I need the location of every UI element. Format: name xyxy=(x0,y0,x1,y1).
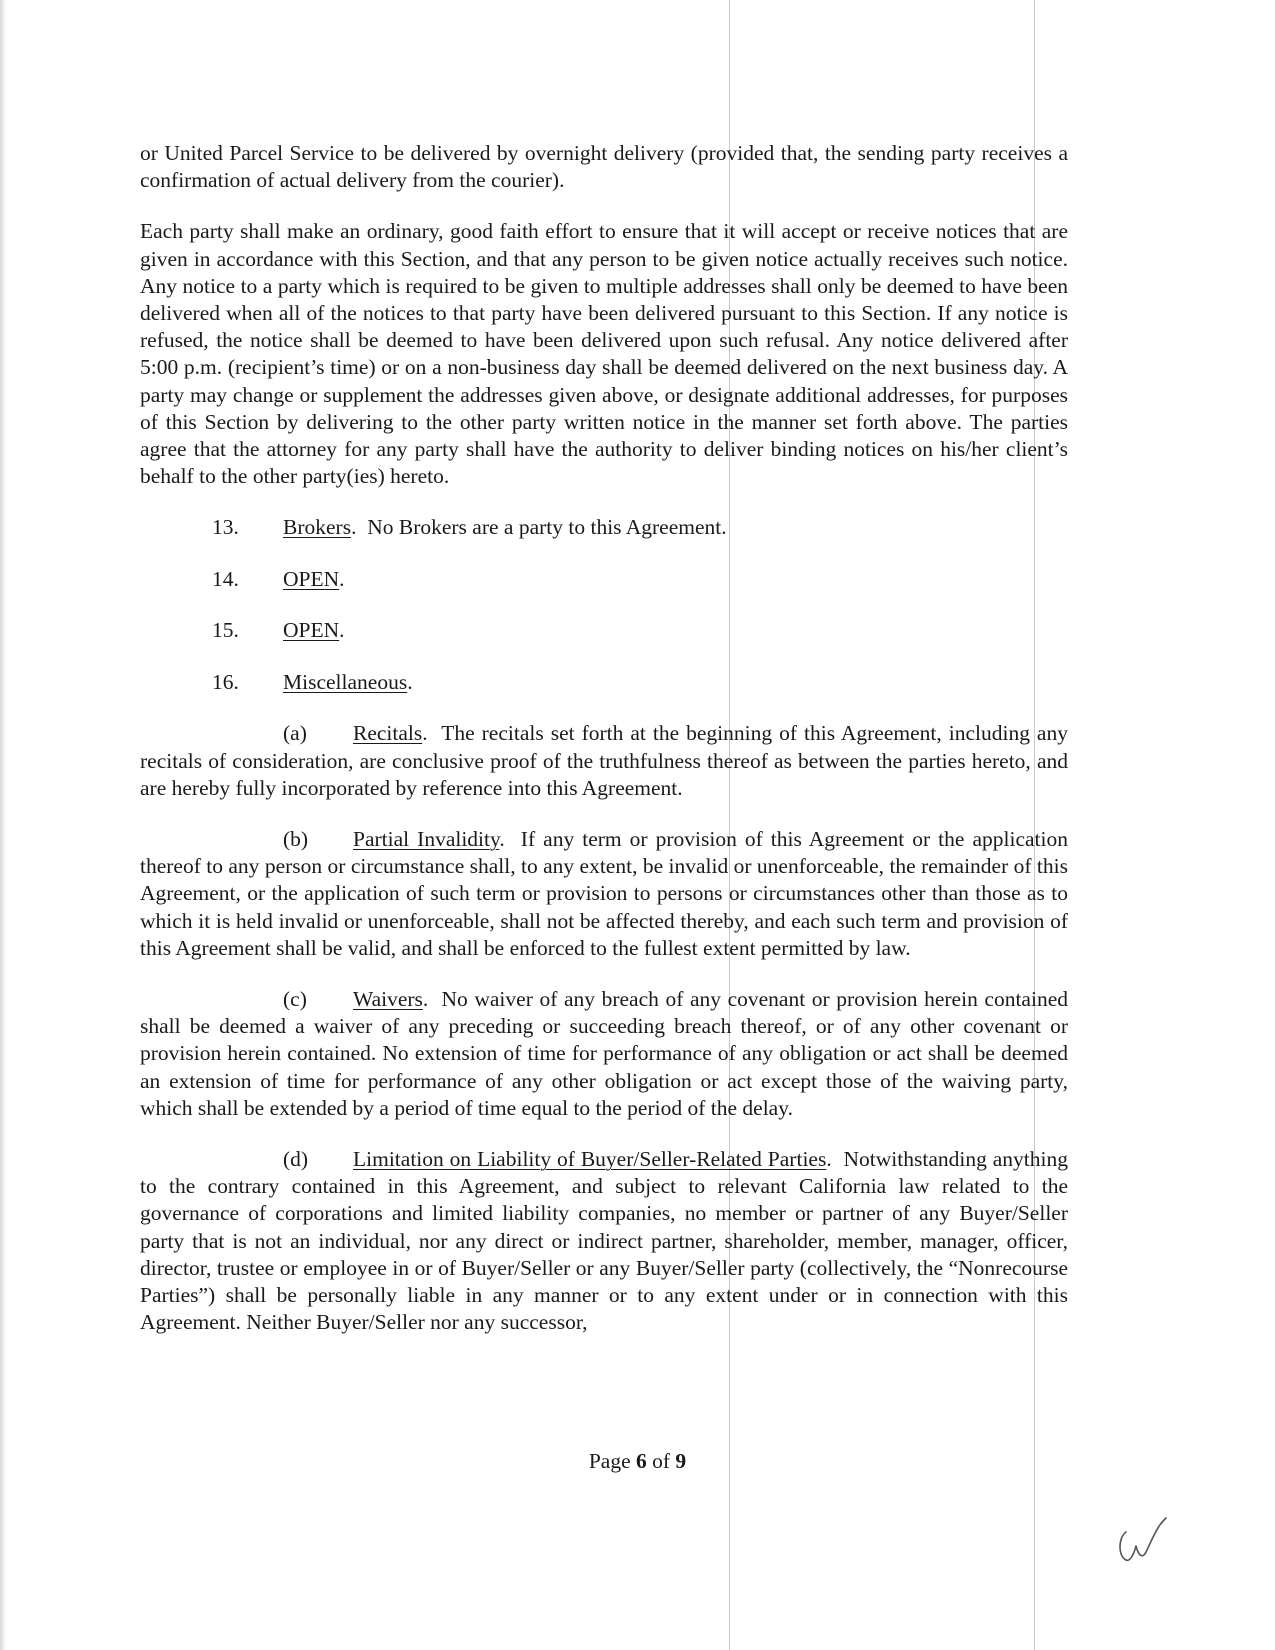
subsection-d: (d) Limitation on Liability of Buyer/Seller-Related Parties. Notwithstanding anything to the contrary contained in this Agreement, and subject to relevant California law related to the governance of corporations and limited liability companies, no member or partner of any Buyer/Seller party that is not an individual, nor any direct or indirect partner, shareholder, member, manager, officer, director, trustee or employee in or of Buyer/Seller or any Buyer/Seller party (collectively, the “Nonrecourse Parties”) shall be personally liable in any manner or to any extent under or in connection with this Agreement. Neither Buyer/Seller nor any successor, xyxy=(140,1147,1068,1335)
section-title: Brokers xyxy=(283,515,352,540)
footer-prefix: Page xyxy=(588,1449,631,1473)
subsection-c: (c) Waivers. No waiver of any breach of any covenant or provision herein contained shall be deemed a waiver of any preceding or succeeding breach thereof, or of any other covenant or provision herein contained. No extension of time for performance of any obligation or act shall be deemed an extension of time for performance of any other obligation or act except those of the waiving party, which shall be extended by a period of time equal to the period of the delay. xyxy=(140,987,1068,1120)
section-14 xyxy=(140,566,1068,593)
section-title: OPEN xyxy=(283,618,340,643)
section-body: OPEN. xyxy=(283,566,345,591)
subsection-text: The recitals set forth at the beginning of this Agreement, including any recitals of consideration, are conclusive proof of the truthfulness thereof as between the parties hereto, and are hereby fully incorporated by reference into this Agreement. xyxy=(140,721,1068,800)
footer-current-page: 6 xyxy=(636,1449,647,1473)
subsection-label: (d) xyxy=(283,1147,309,1172)
footer-total-pages: 9 xyxy=(675,1449,687,1473)
document-body xyxy=(140,140,1068,1337)
section-number: 16. xyxy=(212,669,239,694)
section-body: Brokers. No Brokers are a party to this Agreement. xyxy=(283,515,727,540)
subsection-title: Limitation on Liability of Buyer/Seller-Related Parties xyxy=(353,1147,827,1172)
section-number: 15. xyxy=(212,618,239,643)
subsection-a: (a) Recitals. The recitals set forth at the beginning of this Agreement, including any recitals of consideration, are conclusive proof of the truthfulness thereof as between the parties hereto, and are hereby fully incorporated by reference into this Agreement. xyxy=(140,721,1068,800)
section-body: OPEN. xyxy=(283,618,345,643)
section-title: OPEN xyxy=(283,566,340,591)
notice-paragraph: Each party shall make an ordinary, good faith effort to ensure that it will accept or receive notices that are given in accordance with this Section, and that any person to be given notice actually receives such notice. Any notice to a party which is required to be given to multiple addresses shall only be deemed to have been delivered when all of the notices to that party have been delivered pursuant to this Section. If any notice is refused, the notice shall be deemed to have been delivered upon such refusal. Any notice delivered after 5:00 p.m. (recipient’s time) or on a non-business day shall be deemed delivered on the next business day. A party may change or supplement the addresses given above, or designate additional addresses, for purposes of this Section by delivering to the other party written notice in the manner set forth above. The parties agree that the attorney for any party shall have the authority to deliver binding notices on his/her client’s behalf to the other party(ies) hereto. xyxy=(140,219,1068,489)
section-16 xyxy=(140,669,1068,696)
subsection-text: No waiver of any breach of any covenant or provision herein contained shall be deemed a waiver of any preceding or succeeding breach thereof, or of any other covenant or provision herein contained. No extension of time for performance of any obligation or act shall be deemed an extension of time for performance of any other obligation or act except those of the waiving party, which shall be extended by a period of time equal to the period of the delay. xyxy=(140,987,1068,1120)
subsection-title: Waivers xyxy=(353,987,423,1012)
subsection-title: Partial Invalidity xyxy=(353,827,500,852)
subsection-text: Notwithstanding anything to the contrary contained in this Agreement, and subject to relevant California law related to the governance of corporations and limited liability companies, no member or partner of any Buyer/Seller party that is not an individual, nor any direct or indirect partner, shareholder, member, manager, officer, director, trustee or employee in or of Buyer/Seller or any Buyer/Seller party (collectively, the “Nonrecourse Parties”) shall be personally liable in any manner or to any extent under or in connection with this Agreement. Neither Buyer/Seller nor any successor, xyxy=(140,1147,1068,1335)
page-footer xyxy=(0,1448,1275,1475)
carryover-paragraph: or United Parcel Service to be delivered by overnight delivery (provided that, the sending party receives a confirmation of actual delivery from the courier). xyxy=(140,141,1068,193)
subsection-b: (b) Partial Invalidity. If any term or provision of this Agreement or the application thereof to any person or circumstance shall, to any extent, be invalid or unenforceable, the remainder of this Agreement, or the application of such term or provision to persons or circumstances other than those as to which it is held invalid or unenforceable, shall not be affected thereby, and each such term and provision of this Agreement shall be valid, and shall be enforced to the fullest extent permitted by law. xyxy=(140,827,1068,960)
section-number: 13. xyxy=(212,515,239,540)
section-number: 14. xyxy=(212,566,239,591)
subsection-label: (a) xyxy=(283,721,307,746)
section-13 xyxy=(140,514,1068,541)
subsection-label: (c) xyxy=(283,987,307,1012)
scan-left-edge xyxy=(0,0,6,1650)
section-title: Miscellaneous xyxy=(283,669,408,694)
subsection-text: If any term or provision of this Agreement or the application thereof to any person or circumstance shall, to any extent, be invalid or unenforceable, the remainder of this Agreement, or the application of such term or provision to persons or circumstances other than those as to which it is held invalid or unenforceable, shall not be affected thereby, and each such term and provision of this Agreement shall be valid, and shall be enforced to the fullest extent permitted by law. xyxy=(140,827,1068,960)
handwritten-initials xyxy=(1112,1508,1172,1568)
footer-separator: of xyxy=(652,1449,671,1473)
section-15 xyxy=(140,617,1068,644)
subsection-title: Recitals xyxy=(353,721,423,746)
subsection-label: (b) xyxy=(283,827,309,852)
section-text: No Brokers are a party to this Agreement. xyxy=(367,515,727,540)
section-body: Miscellaneous. xyxy=(283,669,413,694)
